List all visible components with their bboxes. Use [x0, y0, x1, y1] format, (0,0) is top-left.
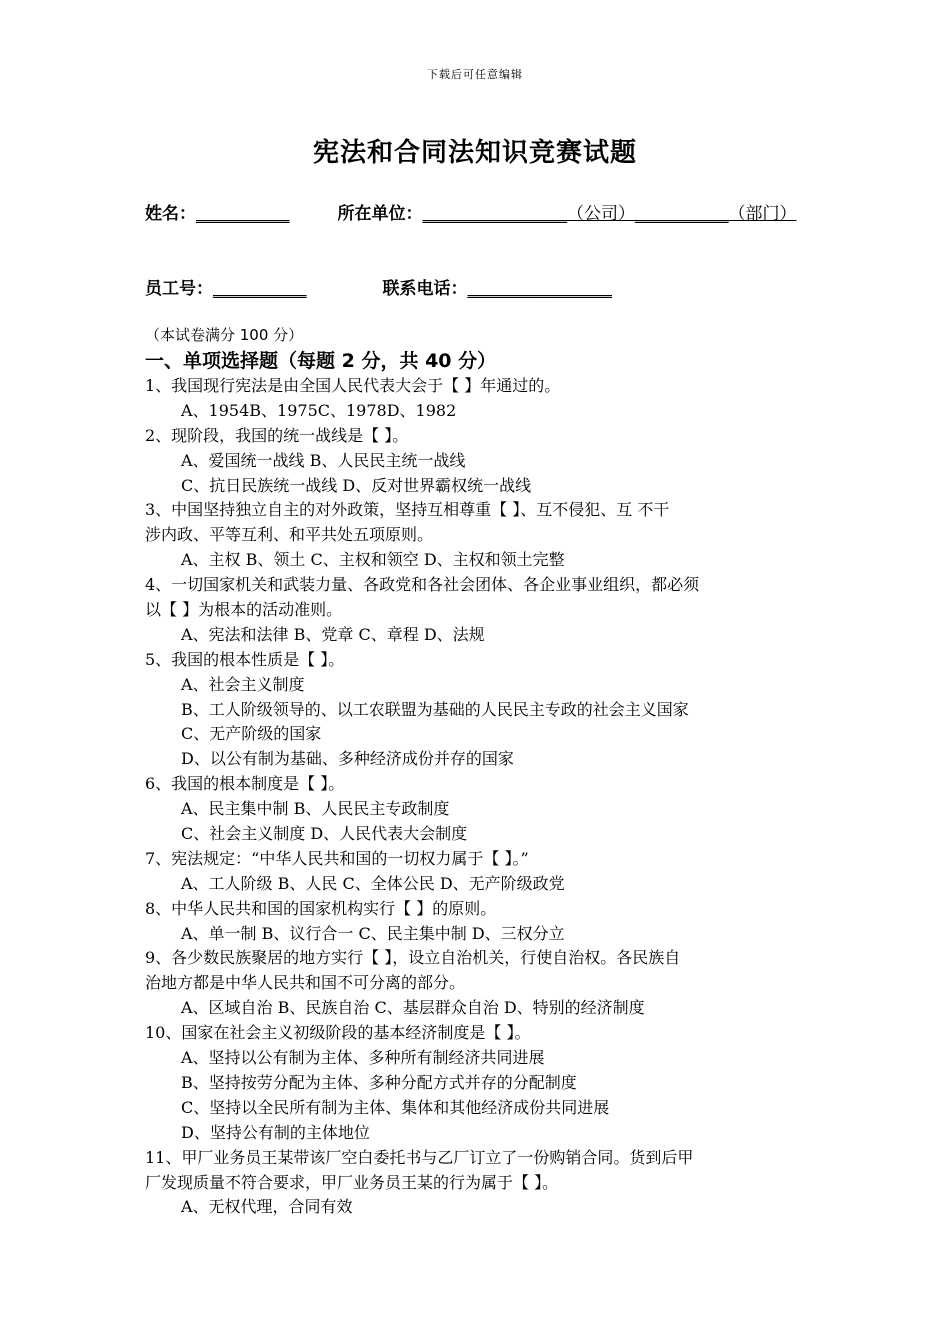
question-list [145, 374, 810, 1220]
employee-id-label: 员工号： [145, 279, 213, 299]
question-text: 以【 】为根本的活动准则。 [145, 600, 343, 620]
name-label: 姓名： [145, 204, 196, 224]
answer-options: C、坚持以全民所有制为主体、集体和其他经济成份共同进展 [181, 1097, 610, 1117]
question-text: 4、一切国家机关和武装力量、各政党和各社会团体、各企业事业组织，都必须 [145, 575, 700, 595]
answer-options: A、区域自治 B、民族自治 C、基层群众自治 D、特别的经济制度 [181, 998, 645, 1018]
question-text: 厂发现质量不符合要求，甲厂业务员王某的行为属于【 】。 [145, 1172, 559, 1192]
question-text: 9、各少数民族聚居的地方实行【 】，设立自治机关，行使自治权。各民族自 [145, 948, 681, 968]
answer-options: C、无产阶级的国家 [181, 724, 322, 744]
question-text: 10、国家在社会主义初级阶段的基本经济制度是【 】。 [145, 1023, 531, 1043]
exam-content [145, 322, 810, 1220]
question-text: 8、中华人民共和国的国家机构实行【 】的原则。 [145, 898, 497, 918]
answer-options: A、坚持以公有制为主体、多种所有制经济共同进展 [181, 1048, 545, 1068]
answer-options: A、爱国统一战线 B、人民民主统一战线 [181, 450, 466, 470]
answer-options: A、单一制 B、议行合一 C、民主集中制 D、三权分立 [181, 923, 565, 943]
phone-field[interactable]: _________________ [467, 279, 612, 299]
form-row-name-unit [145, 201, 810, 227]
answer-options: D、坚持公有制的主体地位 [181, 1122, 370, 1142]
form-row-id-phone [145, 276, 810, 302]
answer-options: D、以公有制为基础、多种经济成份并存的国家 [181, 749, 514, 769]
answer-options: A、1954B、1975C、1978D、1982 [181, 400, 457, 420]
question-text: 6、我国的根本制度是【 】。 [145, 774, 345, 794]
name-field[interactable]: ___________ [196, 204, 290, 224]
page-title: 宪法和合同法知识竞赛试题 [312, 138, 637, 168]
phone-label: 联系电话： [382, 279, 468, 299]
question-text: 涉内政、平等互利、和平共处五项原则。 [145, 525, 434, 545]
question-text: 3、中国坚持独立自主的对外政策，坚持互相尊重【 】、互不侵犯、互 不干 [145, 500, 670, 520]
answer-options: B、坚持按劳分配为主体、多种分配方式并存的分配制度 [181, 1072, 577, 1092]
question-text: 1、我国现行宪法是由全国人民代表大会于【 】年通过的。 [145, 376, 561, 395]
answer-options: A、社会主义制度 [181, 674, 305, 694]
answer-options: A、无权代理，合同有效 [181, 1197, 353, 1217]
question-text: 7、宪法规定：“中华人民共和国的一切权力属于【 】。” [145, 848, 529, 868]
answer-options: A、宪法和法律 B、党章 C、章程 D、法规 [181, 624, 485, 644]
answer-options: A、工人阶级 B、人民 C、全体公民 D、无产阶级政党 [181, 873, 565, 893]
answer-options: B、工人阶级领导的、以工农联盟为基础的人民民主专政的社会主义国家 [181, 699, 689, 719]
score-note: （本试卷满分 100 分） [145, 326, 304, 344]
question-text: 治地方都是中华人民共和国不可分离的部分。 [145, 973, 466, 993]
section-title: 一、单项选择题（每题 2 分，共 40 分） [145, 350, 497, 372]
question-text: 5、我国的根本性质是【 】。 [145, 649, 345, 669]
header-note: 下载后可任意编辑 [427, 68, 523, 81]
answer-options: C、抗日民族统一战线 D、反对世界霸权统一战线 [181, 475, 532, 495]
employee-id-field[interactable]: ___________ [213, 279, 307, 299]
question-text: 2、现阶段，我国的统一战线是【 】。 [145, 425, 409, 445]
question-text: 11、甲厂业务员王某带该厂空白委托书与乙厂订立了一份购销合同。货到后甲 [145, 1147, 694, 1167]
answer-options: C、社会主义制度 D、人民代表大会制度 [181, 824, 468, 844]
unit-label: 所在单位： [337, 204, 423, 224]
answer-options: A、主权 B、领土 C、主权和领空 D、主权和领土完整 [181, 550, 565, 570]
unit-field[interactable]: _________________（公司）___________（部门） [422, 204, 797, 224]
answer-options: A、民主集中制 B、人民民主专政制度 [181, 799, 450, 819]
